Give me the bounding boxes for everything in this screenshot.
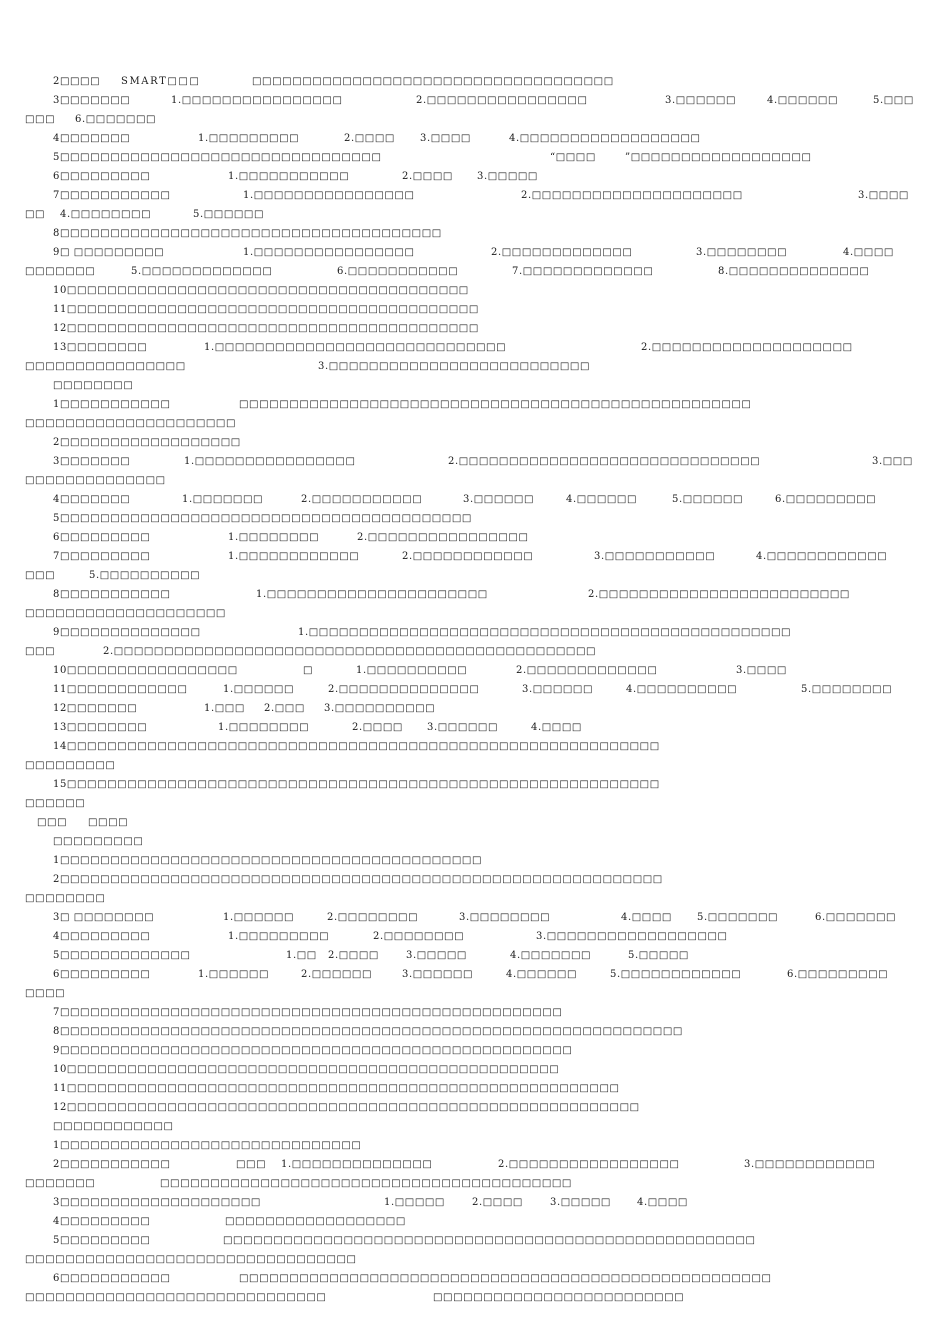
text-line <box>0 493 950 507</box>
text-segment: □□□□□□□□□ <box>25 760 116 771</box>
text-segment: 3.□□□□ <box>858 190 909 201</box>
text-line <box>0 512 950 526</box>
text-segment: 5.□□□□□□□□□□ <box>89 570 201 581</box>
text-line <box>0 1025 950 1039</box>
text-line <box>0 930 950 944</box>
text-segment: 1.□□□□□□ <box>223 912 295 923</box>
text-line <box>0 778 950 792</box>
text-segment: 2.□□□□□□□□□□□□□ <box>516 665 658 676</box>
text-line <box>0 246 950 260</box>
text-segment: 2.□□□□□□□□□□□ <box>301 494 423 505</box>
text-line <box>0 265 950 279</box>
text-segment: 2.□□□□□□□□ <box>327 912 419 923</box>
text-segment: 3.□□□□□□ <box>522 684 594 695</box>
text-segment: 2.□□□□□□□□□□□□□□□□□□□□□□□□□□□□□□□□□□□□□□□□□□□□□□□□ <box>103 646 597 657</box>
text-segment: □ <box>303 665 314 676</box>
text-segment: 5.□□□ <box>873 95 914 106</box>
text-segment: 6.□□□□□□□ <box>75 114 157 125</box>
text-segment: 3.□□□□□□ <box>427 722 499 733</box>
text-segment: 2.□□□□ <box>472 1197 523 1208</box>
text-segment: 3.□□□□ <box>736 665 787 676</box>
text-segment: 1.□□□□□□ <box>198 969 270 980</box>
text-segment: 13□□□□□□□□ <box>53 342 148 353</box>
text-line <box>0 1253 950 1267</box>
text-segment: 2.□□□□ <box>402 171 453 182</box>
text-segment: 1.□□□□□□□□ <box>218 722 310 733</box>
text-segment: 3.□□□□□□□□ <box>696 247 788 258</box>
text-segment: 6□□□□□□□□□ <box>53 969 151 980</box>
text-segment: SMART□□□ <box>121 76 201 87</box>
text-segment: 3□□□□□□□ <box>53 95 131 106</box>
text-segment: 5.□□□□□□ <box>672 494 744 505</box>
text-segment: 15□□□□□□□□□□□□□□□□□□□□□□□□□□□□□□□□□□□□□□□□□□□□□□□□□□□□□□□□□□□ <box>53 779 660 790</box>
text-segment: 2□□□□□□□□□□□□□□□□□□□□□□□□□□□□□□□□□□□□□□□□□□□□□□□□□□□□□□□□□□□□ <box>53 874 663 885</box>
text-segment: 3□ □□□□□□□□ <box>53 912 155 923</box>
text-line <box>0 664 950 678</box>
text-segment: 3.□□□□□□ <box>463 494 535 505</box>
text-segment: 5.□□□□□□□ <box>697 912 779 923</box>
text-line <box>0 1006 950 1020</box>
text-line <box>0 569 950 583</box>
text-segment: □□□□□□□□□□□□□□□□□□□□□□□□□□□□□□□□□□□□□□□□□□□□□□□□□□□□□ <box>239 1273 772 1284</box>
text-segment: 12□□□□□□□□□□□□□□□□□□□□□□□□□□□□□□□□□□□□□□□□□□□□□□□□□□□□□□□□□ <box>53 1102 640 1113</box>
text-segment: 2.□□□□□□□□□□□□□□□□□ <box>498 1159 680 1170</box>
text-segment: □□□□□□□□□□□□□□□□ <box>25 361 186 372</box>
text-segment: 3.□□□□□□□□ <box>459 912 551 923</box>
text-line <box>0 474 950 488</box>
text-segment: 2.□□□□□□□□□□□□□□□□□□□□□□□□□□□□□□ <box>448 456 761 467</box>
text-segment: □□□ <box>37 817 68 828</box>
text-segment: 6.□□□□□□□□□□□ <box>337 266 459 277</box>
text-segment: 1□□□□□□□□□□□ <box>53 399 171 410</box>
text-segment: 3.□□□□□ <box>477 171 538 182</box>
text-line <box>0 721 950 735</box>
text-line <box>0 1082 950 1096</box>
text-segment: 1.□□□□□□□□□□□□□□□□□□□□□□□□□□□□□□□□□□□□□□□□□□□□□□□□ <box>298 627 792 638</box>
text-line <box>0 854 950 868</box>
text-segment: 4□□□□□□□ <box>53 133 131 144</box>
text-segment: 2.□□□□□□□□□□□□□□□□□□□□□ <box>521 190 743 201</box>
text-segment: 1.□□□□□□□□□□□□□□□□□□□□□□□□□□□□□ <box>204 342 507 353</box>
text-segment: 2□□□□□□□□□□□ <box>53 1159 171 1170</box>
text-segment: 3.□□□□□□□□□□□□□□□□□□□□□□□□□□ <box>318 361 590 372</box>
text-segment: 2.□□□□□□□□□□□□□□□□□□□□ <box>641 342 853 353</box>
text-segment: 3.□□□□□□□□□□□□ <box>744 1159 876 1170</box>
text-segment: 1.□□ <box>286 950 317 961</box>
text-segment: 4.□□□□□□□□□□□□ <box>756 551 888 562</box>
text-segment: 6.□□□□□□□□□ <box>775 494 877 505</box>
text-line <box>0 531 950 545</box>
text-line <box>0 797 950 811</box>
text-line <box>0 208 950 222</box>
text-segment: □□□□□□□□□□□□□□□□□□□□ <box>25 608 226 619</box>
text-segment: 8□□□□□□□□□□□ <box>53 589 171 600</box>
text-segment: 8.□□□□□□□□□□□□□□ <box>718 266 870 277</box>
text-segment: □□□□□□□□□□□□□□□□□□□□□□□□□□□□□□ <box>25 1292 327 1303</box>
text-line <box>0 683 950 697</box>
text-segment: 1.□□□□□□□□□□□ <box>228 171 350 182</box>
text-segment: 2.□□□□□□□□□□□□□□□□□□□□□□□□□ <box>588 589 850 600</box>
text-segment: □□□ <box>25 570 56 581</box>
text-segment: □□□ <box>25 114 56 125</box>
text-segment: 3.□□□□□ <box>406 950 467 961</box>
text-segment: □□□□□□□□□□□□□□□□□□□□□□□□□□□□□□□□□□□□□□□□□□□□□□□□□□□□□ <box>223 1235 756 1246</box>
text-segment: 7□□□□□□□□□□□ <box>53 190 171 201</box>
text-line <box>0 987 950 1001</box>
text-segment: 4□□□□□□□ <box>53 494 131 505</box>
text-segment: 1.□□□□□□□□□□□□ <box>228 551 360 562</box>
text-line <box>0 436 950 450</box>
text-segment: 14□□□□□□□□□□□□□□□□□□□□□□□□□□□□□□□□□□□□□□□□□□□□□□□□□□□□□□□□□□□ <box>53 741 660 752</box>
text-segment: 2.□□□□ <box>344 133 395 144</box>
text-line <box>0 1291 950 1305</box>
text-segment: 1□□□□□□□□□□□□□□□□□□□□□□□□□□□□□□ <box>53 1140 362 1151</box>
text-segment: 1.□□□□□□□□□□□□□□□□ <box>171 95 343 106</box>
text-segment: □□□ <box>236 1159 267 1170</box>
text-line <box>0 322 950 336</box>
text-segment: 7.□□□□□□□□□□□□□ <box>512 266 654 277</box>
text-segment: 2□□□□ <box>53 76 101 87</box>
text-segment: 1.□□□□□□□□□ <box>198 133 300 144</box>
text-line <box>0 1196 950 1210</box>
text-segment: 8□□□□□□□□□□□□□□□□□□□□□□□□□□□□□□□□□□□□□□□□□□□□□□□□□□□□□□□□□□□□□□ <box>53 1026 683 1037</box>
text-line <box>0 303 950 317</box>
text-line <box>0 1272 950 1286</box>
text-line <box>0 151 950 165</box>
text-segment: 10□□□□□□□□□□□□□□□□□ <box>53 665 238 676</box>
text-segment: 6□□□□□□□□□ <box>53 532 151 543</box>
text-segment: 1.□□□□□□□□□□□□□□ <box>281 1159 433 1170</box>
text-segment: 2.□□□□ <box>328 950 379 961</box>
text-segment: 2.□□□□□□□□□□□□□□□□ <box>357 532 529 543</box>
text-segment: 3.□□□□□□□□□□□ <box>594 551 716 562</box>
text-segment: 5.□□□□□□□□□□□□□ <box>131 266 273 277</box>
text-segment: □□□□□□ <box>25 798 86 809</box>
text-segment: 8□□□□□□□□□□□□□□□□□□□□□□□□□□□□□□□□□□□□□□ <box>53 228 442 239</box>
text-segment: 11□□□□□□□□□□□□□□□□□□□□□□□□□□□□□□□□□□□□□□□□□ <box>53 304 479 315</box>
text-line <box>0 949 950 963</box>
text-segment: 11□□□□□□□□□□□□□□□□□□□□□□□□□□□□□□□□□□□□□□□□□□□□□□□□□□□□□□□ <box>53 1083 620 1094</box>
text-segment: 7□□□□□□□□□□□□□□□□□□□□□□□□□□□□□□□□□□□□□□□□□□□□□□□□□□ <box>53 1007 563 1018</box>
text-segment: 1.□□□□□□□□□□□□□□□□ <box>243 190 415 201</box>
text-segment: 3.□□□□□□ <box>402 969 474 980</box>
text-segment: 2.□□□□□□□□□□□□□□ <box>328 684 480 695</box>
text-segment: 4.□□□□□□□□□□ <box>626 684 738 695</box>
text-line <box>0 417 950 431</box>
text-line <box>0 550 950 564</box>
text-segment: □□□□ <box>88 817 129 828</box>
text-segment: 3.□□□□ <box>420 133 471 144</box>
text-segment: 6□□□□□□□□□ <box>53 171 151 182</box>
text-segment: 4.□□□□□□ <box>767 95 839 106</box>
text-segment: 2.□□□□□□□□ <box>373 931 465 942</box>
text-segment: 4.□□□□ <box>843 247 894 258</box>
text-line <box>0 873 950 887</box>
text-segment: □□□ <box>25 646 56 657</box>
text-segment: 2□□□□□□□□□□□□□□□□□□ <box>53 437 241 448</box>
text-line <box>0 1101 950 1115</box>
text-segment: □□□□□□□□□□□□□□□□□□□□□□□□□□□□□□□□□□□□ <box>252 76 614 87</box>
text-line <box>0 1234 950 1248</box>
text-segment: □□□□□□□□□□□□□□ <box>25 475 166 486</box>
text-segment: 6□□□□□□□□□□□ <box>53 1273 171 1284</box>
text-segment: 4.□□□□ <box>621 912 672 923</box>
text-segment: □□□□□□□□□□□□□□□□□□ <box>225 1216 406 1227</box>
text-segment: □□□□□□□□□□□□□□□□□□□□□ <box>25 418 237 429</box>
text-segment: 10□□□□□□□□□□□□□□□□□□□□□□□□□□□□□□□□□□□□□□□□□□□□□□□□□ <box>53 1064 560 1075</box>
text-segment: 9□ □□□□□□□□□ <box>53 247 165 258</box>
text-line <box>0 1044 950 1058</box>
text-line <box>0 1158 950 1172</box>
text-line <box>0 702 950 716</box>
text-segment: 5□□□□□□□□□ <box>53 1235 151 1246</box>
text-segment: 9□□□□□□□□□□□□□□ <box>53 627 201 638</box>
text-line <box>0 1177 950 1191</box>
text-segment: 9□□□□□□□□□□□□□□□□□□□□□□□□□□□□□□□□□□□□□□□□□□□□□□□□□□□ <box>53 1045 573 1056</box>
text-segment: 5□□□□□□□□□□□□□□□□□□□□□□□□□□□□□□□□□□□□□□□□□ <box>53 513 472 524</box>
text-segment: 6.□□□□□□□□□ <box>787 969 889 980</box>
text-segment: 10□□□□□□□□□□□□□□□□□□□□□□□□□□□□□□□□□□□□□□□□ <box>53 285 469 296</box>
text-segment: 4.□□□□□□□□□□□□□□□□□□ <box>509 133 701 144</box>
text-segment: 5□□□□□□□□□□□□□□□□□□□□□□□□□□□□□□□□ <box>53 152 382 163</box>
text-segment: □□□□□□□□ <box>53 380 134 391</box>
text-line <box>0 132 950 146</box>
text-line <box>0 227 950 241</box>
text-segment: 2.□□□□ <box>352 722 403 733</box>
text-segment: 3.□□□□□□ <box>665 95 737 106</box>
text-segment: 1.□□□□□□□□ <box>228 532 320 543</box>
text-segment: 4.□□□□□□ <box>506 969 578 980</box>
text-line <box>0 379 950 393</box>
text-segment: 4.□□□□ <box>637 1197 688 1208</box>
text-line <box>0 1139 950 1153</box>
text-line <box>0 170 950 184</box>
text-segment: □□□□□□□□□□□□□□□□□□□□□□□□□□□□□□□□□□□□□□□□□□□□□□□□□□□ <box>239 399 752 410</box>
text-segment: 4□□□□□□□□□ <box>53 931 151 942</box>
text-segment: 2.□□□□□□□□□□□□□□□□ <box>416 95 588 106</box>
text-line <box>0 607 950 621</box>
text-line <box>0 341 950 355</box>
text-segment: 7□□□□□□□□□ <box>53 551 151 562</box>
text-line <box>0 911 950 925</box>
text-segment: 1.□□□□□□□□□□□□□□□□ <box>184 456 356 467</box>
text-segment: 4.□□□□ <box>531 722 582 733</box>
text-segment: 3.□□□ <box>872 456 913 467</box>
text-segment: 4.□□□□□□ <box>566 494 638 505</box>
text-segment: 1.□□□□□□□□□□□□□□□□ <box>243 247 415 258</box>
text-segment: 1.□□□□□□□□□□ <box>356 665 468 676</box>
text-line <box>0 645 950 659</box>
text-segment: 12□□□□□□□□□□□□□□□□□□□□□□□□□□□□□□□□□□□□□□□□□ <box>53 323 479 334</box>
text-segment: 6.□□□□□□□ <box>815 912 897 923</box>
text-line <box>0 1120 950 1134</box>
text-segment: “□□□□ <box>550 152 596 163</box>
text-segment: 2.□□□□□□ <box>301 969 373 980</box>
text-segment: 13□□□□□□□□ <box>53 722 148 733</box>
text-line <box>0 1215 950 1229</box>
text-segment: 2.□□□□□□□□□□□□ <box>402 551 534 562</box>
text-segment: □□□□□□□ <box>25 266 96 277</box>
text-segment: 4.□□□□□□□□ <box>60 209 152 220</box>
text-segment: 1.□□□□□□□ <box>182 494 264 505</box>
text-segment: 3□□□□□□□□□□□□□□□□□□□□ <box>53 1197 261 1208</box>
text-segment: 1.□□□□□ <box>384 1197 445 1208</box>
text-segment: □□□□□□□ <box>25 1178 96 1189</box>
text-segment: 3□□□□□□□ <box>53 456 131 467</box>
text-segment: 3.□□□□□□□□□□□□□□□□□□ <box>536 931 728 942</box>
text-segment: 2.□□□□□□□□□□□□□ <box>491 247 633 258</box>
text-line <box>0 968 950 982</box>
text-line <box>0 398 950 412</box>
text-line <box>0 360 950 374</box>
text-segment: □□□□ <box>25 988 66 999</box>
text-segment: ”□□□□□□□□□□□□□□□□□□ <box>625 152 812 163</box>
text-line <box>0 94 950 108</box>
text-line <box>0 75 950 89</box>
text-segment: 12□□□□□□□ <box>53 703 138 714</box>
text-segment: 2.□□□ <box>264 703 305 714</box>
text-segment: 4□□□□□□□□□ <box>53 1216 151 1227</box>
text-line <box>0 113 950 127</box>
text-segment: 5.□□□□□□□□□□□□ <box>610 969 742 980</box>
text-segment: □□ <box>25 209 46 220</box>
text-line <box>0 626 950 640</box>
text-segment: 5.□□□□□□□□ <box>801 684 893 695</box>
text-segment: 1.□□□□□□□□□ <box>228 931 330 942</box>
text-line <box>0 759 950 773</box>
text-segment: 1.□□□ <box>204 703 245 714</box>
text-line <box>0 740 950 754</box>
text-line <box>0 588 950 602</box>
text-line <box>0 892 950 906</box>
text-segment: 11□□□□□□□□□□□□ <box>53 684 188 695</box>
text-segment: □□□□□□□□□ <box>53 836 144 847</box>
text-segment: 3.□□□□□ <box>550 1197 611 1208</box>
text-segment: 5□□□□□□□□□□□□□ <box>53 950 191 961</box>
text-segment: 4.□□□□□□□ <box>510 950 592 961</box>
text-segment: 1.□□□□□□ <box>223 684 295 695</box>
text-line <box>0 1063 950 1077</box>
text-segment: 3.□□□□□□□□□□ <box>324 703 436 714</box>
text-segment: □□□□□□□□ <box>25 893 106 904</box>
text-segment: □□□□□□□□□□□□□□□□□□□□□□□□□□□□□□□□□ <box>25 1254 357 1265</box>
text-line <box>0 189 950 203</box>
text-segment: □□□□□□□□□□□□□□□□□□□□□□□□□□□□□□□□□□□□□□□□□ <box>160 1178 572 1189</box>
text-segment: 5.□□□□□□ <box>193 209 265 220</box>
text-line <box>0 455 950 469</box>
text-line <box>0 816 950 830</box>
text-line <box>0 835 950 849</box>
text-segment: □□□□□□□□□□□□ <box>53 1121 174 1132</box>
text-segment: □□□□□□□□□□□□□□□□□□□□□□□□□ <box>433 1292 685 1303</box>
text-segment: 1.□□□□□□□□□□□□□□□□□□□□□□ <box>256 589 488 600</box>
text-segment: 1□□□□□□□□□□□□□□□□□□□□□□□□□□□□□□□□□□□□□□□□□□ <box>53 855 482 866</box>
text-line <box>0 284 950 298</box>
text-segment: 5.□□□□□ <box>628 950 689 961</box>
